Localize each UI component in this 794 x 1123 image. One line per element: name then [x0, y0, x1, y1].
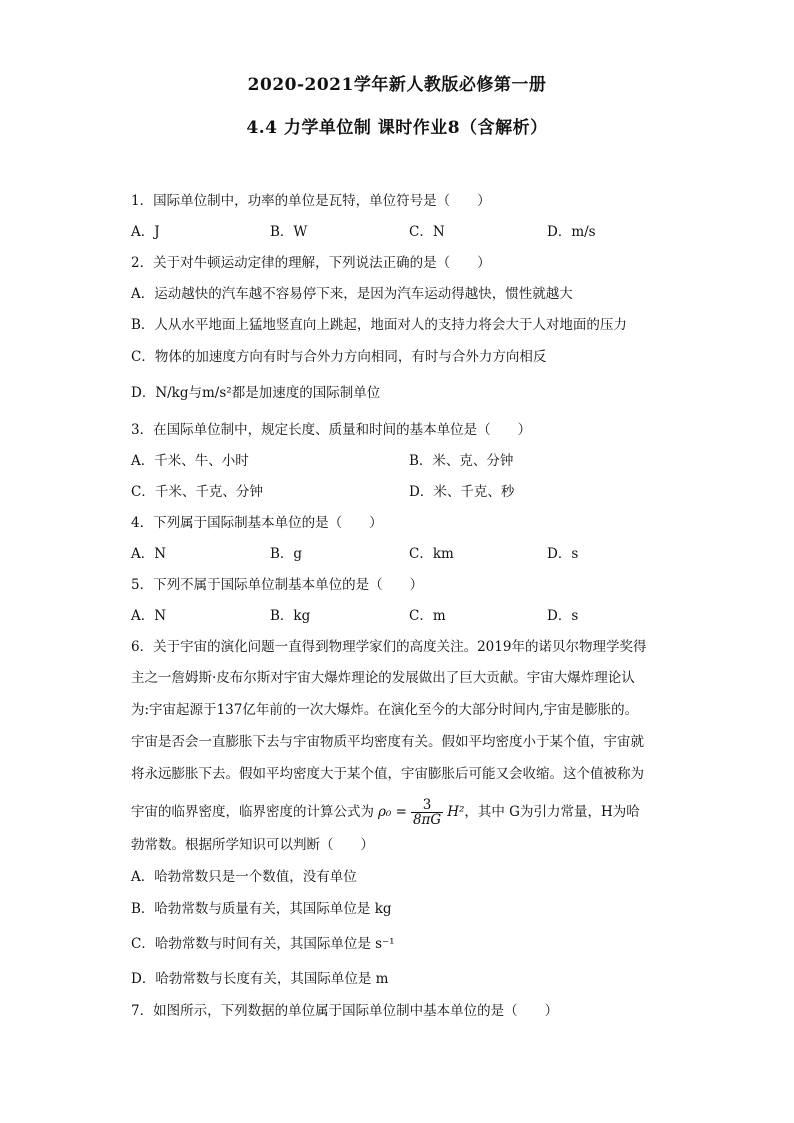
- question-6-stem-line-5: 将永远膨胀下去。假如平均密度大于某个值，宇宙膨胀后可能又会收缩。这个值被称为: [131, 766, 644, 782]
- question-5-option-c: C．m: [409, 608, 446, 624]
- question-3-stem: 3．在国际单位制中，规定长度、质量和时间的基本单位是（ ）: [131, 422, 532, 438]
- question-5-stem: 5．下列不属于国际单位制基本单位的是（ ）: [131, 577, 424, 593]
- question-5-option-a: A．N: [131, 608, 167, 624]
- question-6-formula-line: [131, 796, 671, 828]
- question-5-option-d: D．s: [547, 608, 579, 624]
- question-6-option-b: B．哈勃常数与质量有关，其国际单位是 kg: [131, 901, 392, 917]
- question-4-option-d: D．s: [547, 546, 579, 562]
- question-1-option-b: B．W: [270, 224, 308, 240]
- question-1-stem: 1．国际单位制中，功率的单位是瓦特，单位符号是（ ）: [131, 193, 491, 209]
- question-6-stem-line-4: 宇宙是否会一直膨胀下去与宇宙物质平均密度有关。假如平均密度小于某个值，宇宙就: [131, 734, 644, 750]
- document-title-line1: 2020-2021学年新人教版必修第一册: [247, 75, 547, 95]
- question-5-option-b: B．kg: [270, 608, 311, 624]
- formula-trail-text: ，其中 G为引力常量，H为哈: [464, 804, 640, 820]
- question-4-stem: 4．下列属于国际制基本单位的是（ ）: [131, 515, 383, 531]
- question-2-stem: 2．关于对牛顿运动定律的理解，下列说法正确的是（ ）: [131, 255, 491, 271]
- formula-denominator: 8πG: [412, 811, 442, 828]
- formula-numerator: 3: [411, 798, 443, 813]
- question-6-option-a: A．哈勃常数只是一个数值，没有单位: [131, 869, 357, 885]
- formula-h-squared: H²: [447, 804, 465, 820]
- question-6-option-d: D．哈勃常数与长度有关，其国际单位是 m: [131, 971, 389, 987]
- question-6-stem-line-2: 主之一詹姆斯·皮布尔斯对宇宙大爆炸理论的发展做出了巨大贡献。宇宙大爆炸理论认: [131, 670, 635, 686]
- question-6-stem-line-1: 6．关于宇宙的演化问题一直得到物理学家们的高度关注。2019年的诺贝尔物理学奖得: [131, 639, 647, 655]
- question-1-option-a: A．J: [131, 224, 160, 240]
- question-6-stem-line-3: 为:宇宙起源于137亿年前的一次大爆炸。在演化至今的大部分时间内,宇宙是膨胀的。: [131, 702, 639, 718]
- question-3-option-b: B．米、克、分钟: [409, 453, 514, 469]
- question-4-option-c: C．km: [409, 546, 454, 562]
- formula-fraction: [411, 798, 443, 827]
- question-7-stem: 7．如图所示，下列数据的单位属于国际单位制中基本单位的是（ ）: [131, 1003, 559, 1019]
- question-6-stem-last: 勃常数。根据所学知识可以判断（ ）: [131, 837, 374, 853]
- question-2-option-d: D．N/kg与m/s²都是加速度的国际制单位: [131, 385, 381, 401]
- question-1-option-d: D．m/s: [547, 224, 596, 240]
- question-4-option-a: A．N: [131, 546, 167, 562]
- question-2-option-b: B．人从水平地面上猛地竖直向上跳起，地面对人的支持力将会大于人对地面的压力: [131, 317, 627, 333]
- question-2-option-a: A．运动越快的汽车越不容易停下来，是因为汽车运动得越快，惯性就越大: [131, 286, 573, 302]
- question-3-option-c: C．千米、千克、分钟: [131, 484, 263, 500]
- question-4-option-b: B．g: [270, 546, 303, 562]
- formula-lead-text: 宇宙的临界密度，临界密度的计算公式为: [131, 804, 374, 820]
- question-2-option-c: C．物体的加速度方向有时与合外力方向相同，有时与合外力方向相反: [131, 349, 547, 365]
- question-3-option-d: D．米、千克、秒: [409, 484, 515, 500]
- formula-rho: ρ₀ =: [378, 804, 407, 820]
- question-6-option-c: C．哈勃常数与时间有关，其国际单位是 s⁻¹: [131, 936, 395, 952]
- question-1-option-c: C．N: [409, 224, 445, 240]
- document-title-line2: 4.4 力学单位制 课时作业8（含解析）: [246, 118, 548, 138]
- question-3-option-a: A．千米、牛、小时: [131, 453, 249, 469]
